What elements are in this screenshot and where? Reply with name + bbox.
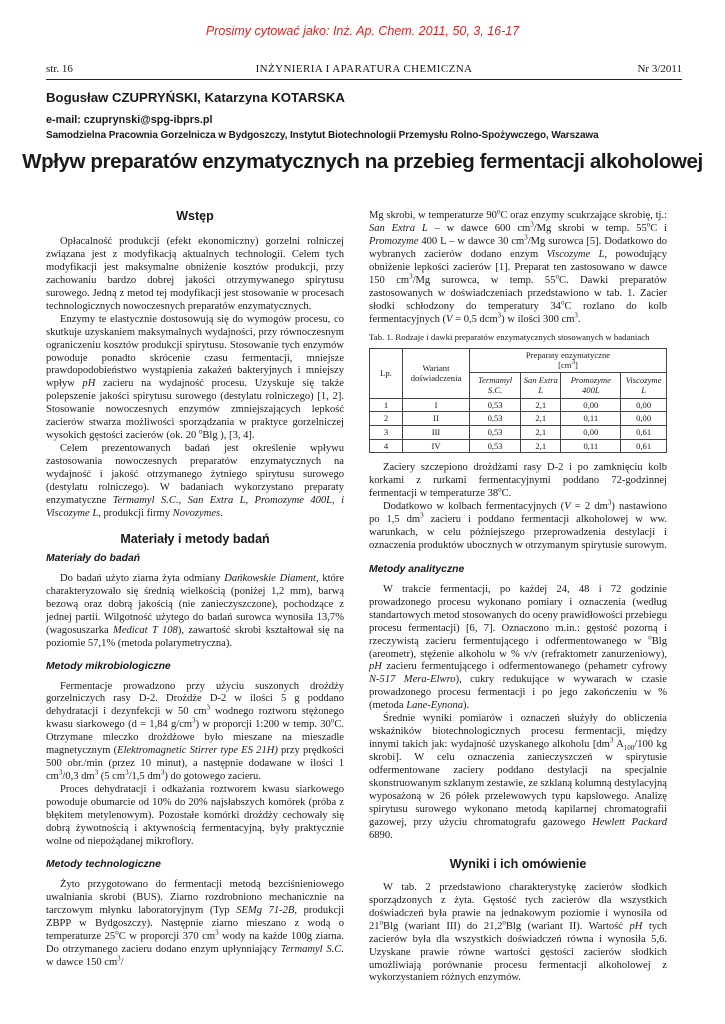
citation-note: Prosimy cytować jako: Inż. Ap. Chem. 2011, 50, 3, 16-17 <box>205 24 520 38</box>
paragraph: W trakcie fermentacji, po każdej 24, 48 i 72 godzinie prowadzonego procesu wykonano pomiary i oznaczenia (według standartowych metod stosowanych do oceny prawidłowości przebiegu procesu fermentacji) [6, 7]. Oznaczono m.in.: gęstość pozorną i rzeczywistą zacieru fermentującego i odfermentowanego w $^o$Blg (areometr), stężenie alkoholu w % v/v (refraktometr zanurzeniowy), pH zacieru fermentującego i odfermentowanego (pehametr cyfrowy N-517 Mera-Elwro), cukry redukujące w wywarach w czasie prowadzonego procesu fermentacji i po jego zakończeniu w % (metoda Lane-Eynona). <box>369 583 667 712</box>
authors: Bogusław CZUPRYŃSKI, Katarzyna KOTARSKA <box>46 90 345 105</box>
issue-number: Nr 3/2011 <box>637 63 682 75</box>
col-header-preparaty: Preparaty enzymatyczne $[cm^3]$ <box>470 348 667 372</box>
page-number: str. 16 <box>46 63 73 75</box>
table-cell: 0,11 <box>561 412 621 426</box>
subheading-metody-mikro: Metody mikrobiologiczne <box>46 660 171 672</box>
journal-name: INŻYNIERIA I APARATURA CHEMICZNA <box>255 63 473 75</box>
subheading-metody-tech: Metody technologiczne <box>46 858 161 870</box>
left-column <box>46 210 344 970</box>
paragraph: Proces dehydratacji i odkażania roztworem kwasu siarkowego powoduje obumarcie od 10% do 20% najsłabszych komórek (próba z błękitem metylenowym). Pozostałe komórki drożdży cechowały się dobrą żywotnością i aktywnością fermentacyjną, były praktycznie wolne od niepożądanej mikroflory. <box>46 784 344 847</box>
table-cell: II <box>403 412 470 426</box>
table-row <box>370 398 667 412</box>
paragraph: Fermentacje prowadzono przy użyciu suszonych drożdży gorzelniczych rasy D-2. Drożdże D-2 w ilości 5 g poddano dehydratacji i dezynfekcji w 50 $cm^3$ wodnego roztworu stężonego kwasu siarkowego (d = 1,84 $g/cm^3$) w proporcji 1:200 w temp. 30$^o$C. Otrzymane mleczko drożdżowe było mieszane na mieszadle magnetycznym (Elektromagnetic Stirrer type ES 21H) przy prędkości 500 obr./min (przez 10 minut), a następnie dodawane w ilości 1 $cm^3/0,3$ $dm^3$ (5 $cm^3/1,5$ $dm^3$) do gotowego zacieru. <box>46 680 344 783</box>
table-cell: 3 <box>370 425 403 439</box>
paragraph: Zaciery szczepiono drożdżami rasy D-2 i po zamknięciu kolb korkami z rurkami fermentacyjnymi poddano 72-godzinnej fermentacji w temperaturze 38$^o$C. <box>369 462 667 500</box>
table-cell: 2 <box>370 412 403 426</box>
table-cell: 0,00 <box>561 398 621 412</box>
enzyme-table <box>369 348 667 454</box>
paragraph: Mg skrobi, w temperaturze 90$^o$C oraz enzymy scukrzające skrobię, tj.: San Extra L – w dawce 600 $cm^3/Mg$ skrobi w temp. 55$^o$C i Promozyme 400 L – w dawce 30 $cm^3/Mg$ surowca [5]. Dodatkowo do wybranych zacierów dodano enzym Viscozyme L, powodujący obniżenie lepkości zacierów [1]. Preparat ten zastosowano w dawce 150 $cm^3/Mg$ surowca, w temp. 55$^o$C. Dawki preparatów zastosowanych w doświadczeniach przedstawiono w tab. 1. Zacier słodki schłodzony do temperatury 34$^o$C rozlano do kolb fermentacyjnych (V = 0,5 dcm$^3$) w ilości 300 $cm^3$. <box>369 207 667 325</box>
paragraph: Dodatkowo w kolbach fermentacyjnych (V = 2 $dm^3$) nastawiono po 1,5 $dm^3$ zacieru i poddano fermentacji alkoholowej w ww. warunkach, w celu późniejszego przeprowadzenia destylacji i oznaczenia produktów ubocznych w otrzymanym spirytusie surowym. <box>369 498 668 551</box>
col-header-termamyl: Termamyl S.C. <box>470 372 521 398</box>
table-cell: 0,61 <box>621 439 667 453</box>
col-header-wariant: Wariant doświadczenia <box>403 348 470 398</box>
heading-wstep: Wstęp <box>176 209 214 223</box>
col-header-lp: Lp. <box>370 348 403 398</box>
table-cell: 0,53 <box>470 398 521 412</box>
paragraph: Opłacalność produkcji (efekt ekonomiczny) gorzelni rolniczej związana jest z modyfikacją aktualnych technologii. Celem tych modyfikacji jest maksymalne obniżenie kosztów produkcji, przy zachowaniu bardzo dobrej jakości otrzymywanego spirytusu surowego. Jedną z metod tej modyfikacji jest stosowanie w procesach technologicznych nowoczesnych preparatów enzymatycznych. <box>46 235 344 312</box>
table-cell: 0,00 <box>621 412 667 426</box>
table-row <box>370 439 667 453</box>
table-cell: 2,1 <box>521 439 561 453</box>
email: e-mail: czuprynski@spg-ibprs.pl <box>46 114 213 126</box>
heading-wyniki: Wyniki i ich omówienie <box>449 856 587 871</box>
paragraph: Żyto przygotowano do fermentacji metodą bezciśnieniowego uwalniania skrobi (BUS). Ziarno rozdrobniono mechanicznie na tarczowym młynku laboratoryjnym (Typ SEMg 71-2B, produkcji ZBPP w Bydgoszczy). Następnie ziarno mieszano z wodą o temperaturze 25$^o$C w proporcji 370 $cm^3$ wody na każde 100g ziarna. Do otrzymanego zacieru dodano enzym upłynniający Termamyl S.C. w dawce 150 $cm^3/$ <box>46 878 345 968</box>
table-cell: 0,00 <box>561 425 621 439</box>
paper-title: Wpływ preparatów enzymatycznych na przebieg fermentacji alkoholowej <box>22 150 703 173</box>
col-header-viscozyme: Viscozyme L <box>621 372 667 398</box>
table-row <box>370 425 667 439</box>
table-cell: 0,11 <box>561 439 621 453</box>
table-cell: IV <box>403 439 470 453</box>
paragraph: Enzymy te elastycznie dostosowują się do wymogów procesu, co skutkuje uzyskaniem maksymalnych wydajności, przy równoczesnym ograniczeniu kosztów produkcji spirytusu. Stosowanie tych enzymów powoduje ponadto skrócenie czasu fermentacji, mniejsze prawdopodobieństwo wystąpienia zakażeń bakteryjnych i mniejszy wpływ pH zacieru na wydajność procesu. Uzyskuje się także polepszenie jakości spirytusu surowego (destylatu rolniczego) [1, 2]. Stosowanie nowoczesnych enzymów zmniejszających lepkość zacierów stwarza możliwości sporządzania w praktyce gorzelniczej wysokich gęstości zacierów (ok. 20 $^o$Blg ), [3, 4]. <box>46 313 344 442</box>
header-rule <box>46 79 682 80</box>
table-cell: 4 <box>370 439 403 453</box>
paragraph: Średnie wyniki pomiarów i oznaczeń służyły do obliczenia wskaźników biotechnologicznych procesu fermentacji, między innymi takich jak: wydajność uzyskanego alkoholu [$dm^3$ $A_{100}/100$ kg skrobi]. W celu oznaczenia zanieczyszczeń w spirytusie odfermentowane zaciery poddano destylacji na specjalnie skonstruowanym szklanym zestawie, ze szklaną kolumną destylacyjną wyposażoną w 26 półek przelewowych typu kapslowego. Analizę spirytusu surowego wykonano metodą kapilarnej chromatografii gazowej, przy użyciu chromatografu gazowego Hewlett Packard 6890. <box>369 713 668 841</box>
table-cell: 1 <box>370 398 403 412</box>
table-cell: 0,53 <box>470 412 521 426</box>
table-caption: Tab. 1. Rodzaje i dawki preparatów enzymatycznych stosowanych w badaniach <box>369 331 650 342</box>
table-cell: 0,53 <box>470 425 521 439</box>
paragraph: W tab. 2 przedstawiono charakterystykę zacierów słodkich sporządzonych z żyta. Gęstość tych zacierów dla wszystkich doświadczeń była prawie na jednakowym poziomie i wynosiła od 21$^o$Blg (wariant III) do 21,2$^o$Blg (wariant II). Wartość pH tych zacierów była dla wszystkich doświadczeń równa i wynosiła 5,6. Uzyskane prawie równe wartości gęstości zacierów słodkich umożliwiają porównanie procesu fermentacji alkoholowej z wykorzystaniem różnych enzymów. <box>369 881 667 984</box>
paragraph: Celem prezentowanych badań jest określenie wpływu zastosowania nowoczesnych preparatów enzymatycznych na wydajność i jakość otrzymanego żytniego spirytusu surowego (destylatu rolniczego). W badaniach wykorzystano preparaty enzymatyczne Termamyl S.C., San Extra L, Promozyme 400L, i Viscozyme L, produkcji firmy Novozymes. <box>46 443 345 519</box>
table-cell: 0,53 <box>470 439 521 453</box>
subheading-materialy-do-badan: Materiały do badań <box>46 552 141 564</box>
col-header-promozyme: Promozyme 400L <box>561 372 621 398</box>
table-row <box>370 412 667 426</box>
table-cell: 2,1 <box>521 425 561 439</box>
table-cell: 2,1 <box>521 398 561 412</box>
col-header-san-extra: San Extra L <box>521 372 561 398</box>
table-cell: 0,61 <box>621 425 667 439</box>
table-cell: 0,00 <box>621 398 667 412</box>
subheading-metody-anal: Metody analityczne <box>369 563 465 575</box>
table-cell: 2,1 <box>521 412 561 426</box>
paragraph: Do badań użyto ziarna żyta odmiany Dańkowskie Diament, które charakteryzowało się średnią wielkością (poniżej 1,2 mm), barwą bezową oraz dobrą jakością (nie zanieczyszczone), pochodzące z jednej partii. Wilgotność użytego do badań surowca wynosiła 13,7% (wagosuszarka Medicat T 108), zawartość skrobi kształtował się na poziomie 57,1% (metoda polarymetryczna). <box>46 572 345 649</box>
affiliation: Samodzielna Pracownia Gorzelnicza w Bydgoszczy, Instytut Biotechnologii Przemysłu Rolno-Spożywczego, Warszawa <box>46 130 599 141</box>
table-cell: I <box>403 398 470 412</box>
right-column <box>369 207 668 985</box>
heading-materialy: Materiały i metody badań <box>120 531 270 546</box>
table-cell: III <box>403 425 470 439</box>
